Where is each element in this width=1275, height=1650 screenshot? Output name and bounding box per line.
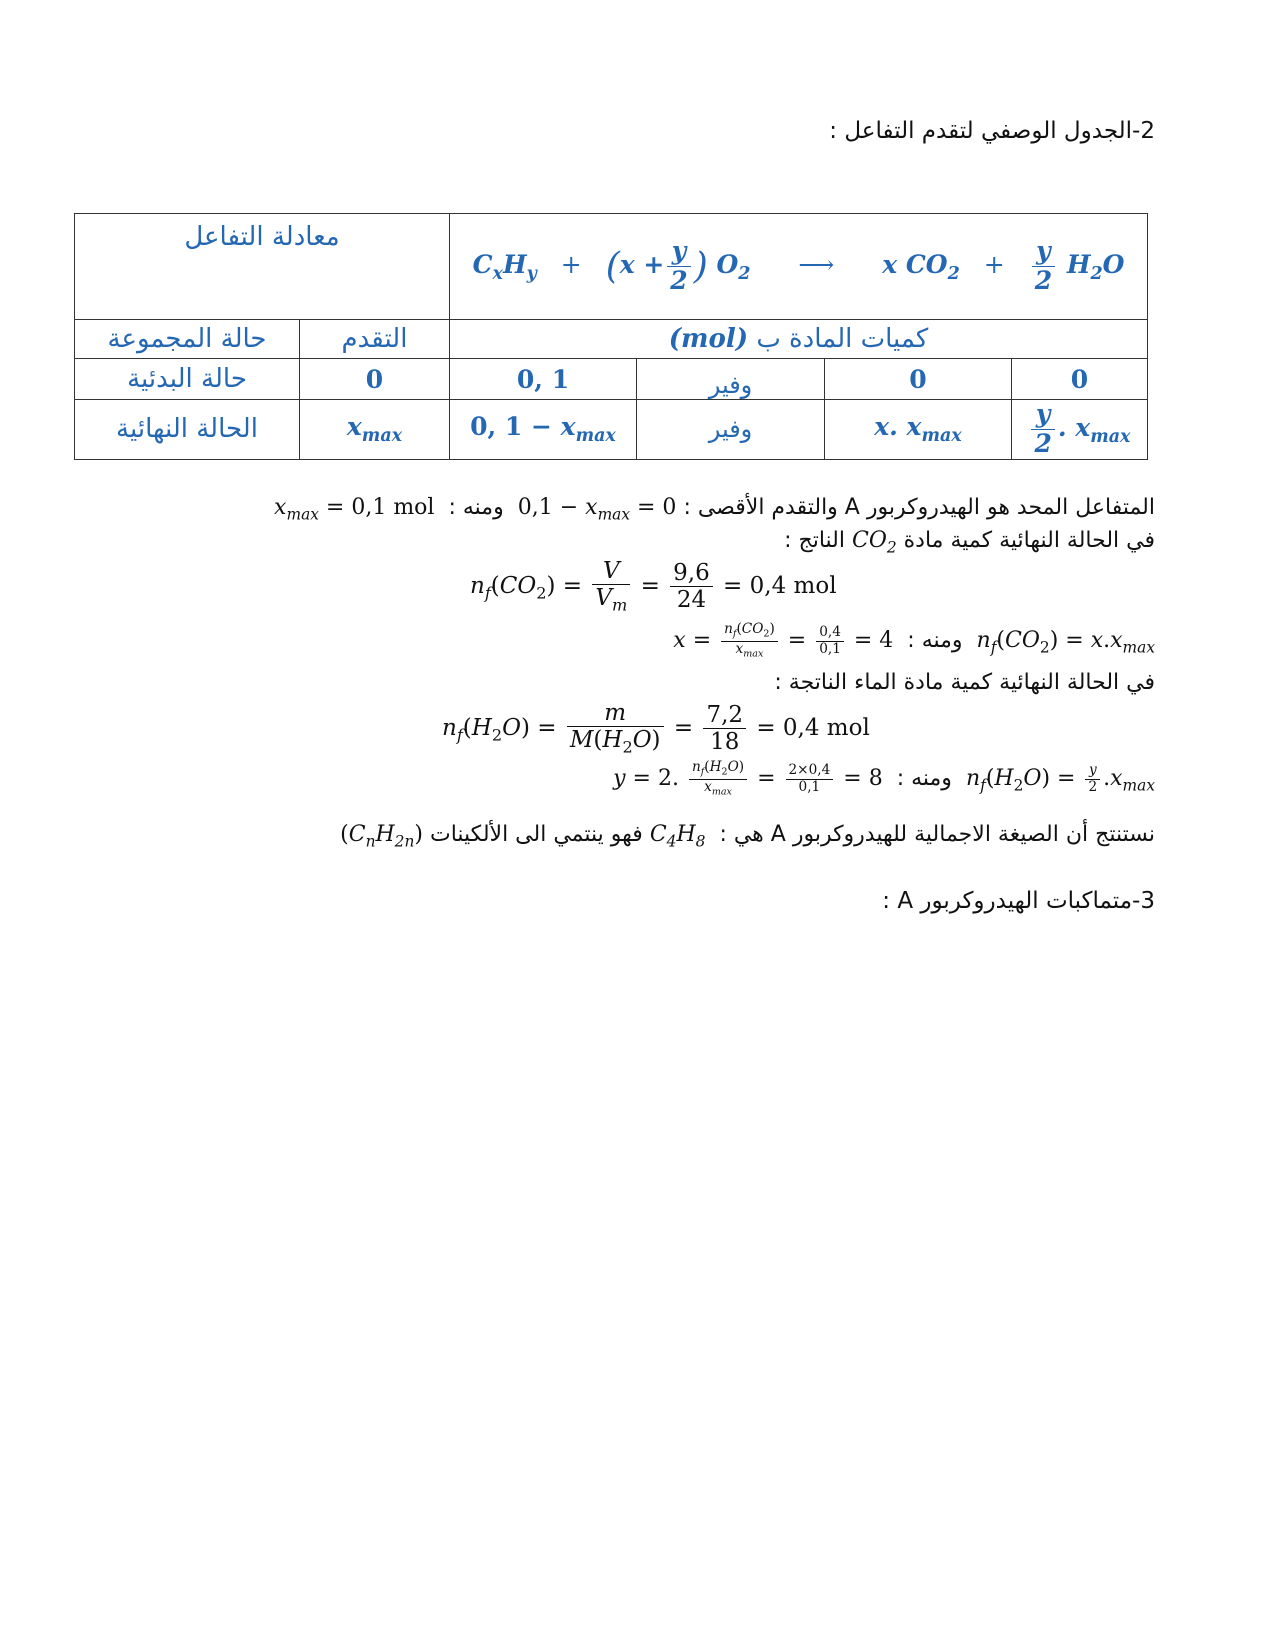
co2-intro-line: في الحالة النهائية كمية مادة $CO_2$ الناتج : — [784, 528, 1155, 557]
co2-calc-denominator: 24 — [676, 587, 707, 614]
final-hydrocarbon: 0, $1 - x_{max}$ — [450, 400, 637, 460]
conclusion-family: فهو ينتمي الى الألكينات — [429, 822, 643, 847]
equation-label: معادلة التفاعل — [75, 214, 450, 320]
h2o-result: 0,4 mol — [782, 714, 870, 741]
x-result: 4 — [879, 628, 894, 654]
water-amount-formula: $n_f(H_2O)$ = $\frac{m}{M(H_2O)}$ = $\frac{7,2}{18}$ = 0,4 mol — [442, 700, 870, 758]
y-calculation-line: $n_f(H_2O)$ = $\frac{y}{2}$ $.x_{max}$ ومنه : y = 2. $\frac{n_f(H_2O)}{x_{max}}$ = $\frac{2\times 0,4}{0,1}$ = 8 — [613, 759, 1155, 798]
final-h2o: $\frac{y}{2}$ . $x_{max}$ — [1012, 400, 1148, 460]
x-calc-numerator: 0,4 — [816, 625, 844, 642]
limiting-reactant-line: المتفاعل المحد هو الهيدروكربور A والتقدم الأقصى : $0,1 - x_{max} = 0$ ومنه : $x_{max} = 0,1$ mol — [274, 495, 1155, 524]
initial-oxygen: وفير — [637, 359, 825, 400]
quantities-header-text: كميات المادة ب — [756, 324, 929, 354]
h2o-calc-numerator: 7,2 — [703, 702, 746, 729]
quantities-header — [450, 320, 1148, 359]
equation-row — [75, 214, 1148, 320]
co2-result: 0,4 mol — [749, 572, 837, 599]
y-result: 8 — [868, 766, 883, 792]
co2-amount-formula: $n_f(CO_2)$ = $\frac{V}{V_m}$ = $\frac{9,6}{24}$ = 0,4 mol — [470, 558, 837, 616]
limiting-reactant-text: المتفاعل المحد هو الهيدروكربور A والتقدم الأقصى : — [683, 495, 1155, 520]
progress-header: التقدم — [300, 320, 450, 359]
x-calc-denominator: 0,1 — [819, 640, 841, 657]
final-progress: $x_{max}$ — [300, 400, 450, 460]
hence-text-1: ومنه : — [448, 495, 504, 520]
y-calc-denominator: 0,1 — [798, 778, 821, 795]
conclusion-line: نستنتج أن الصيغة الاجمالية للهيدروكربور A هي : $C_4H_8$ فهو ينتمي الى الألكينات $(C_nH_{2n})$ — [340, 822, 1155, 851]
quantities-unit: (mol) — [668, 324, 749, 354]
final-co2: x. $x_{max}$ — [825, 400, 1012, 460]
section-3-title: 3-متماكبات الهيدروكربور A : — [882, 888, 1155, 914]
water-intro-line: في الحالة النهائية كمية مادة الماء الناتجة : — [774, 670, 1155, 695]
initial-co2: 0 — [825, 359, 1012, 400]
initial-progress: 0 — [300, 359, 450, 400]
reaction-equation: $C_xH_y + (x$ + $\frac{y}{2}$ ) $O_2$ ⟶ x $CO_2$ + $\frac{y}{2}$ $H_2O$ — [450, 214, 1148, 320]
final-state-label: الحالة النهائية — [75, 400, 300, 460]
co2-intro-text: في الحالة النهائية كمية مادة — [903, 528, 1155, 553]
co2-product-text: الناتج : — [784, 528, 845, 553]
y-calc-numerator: 2×0,4 — [786, 763, 834, 780]
initial-state-label: حالة البدئية — [75, 359, 300, 400]
xmax-value: 0,1 mol — [351, 495, 435, 520]
hence-text-3: ومنه : — [896, 766, 952, 792]
h2o-calc-denominator: 18 — [710, 729, 740, 756]
co2-calc-numerator: 9,6 — [670, 560, 713, 587]
state-header: حالة المجموعة — [75, 320, 300, 359]
x-calculation-line: $n_f(CO_2) = x.x_{max}$ ومنه : x = $\frac{n_f(CO_2)}{x_{max}}$ = $\frac{0,4}{0,1}$ = 4 — [673, 621, 1155, 660]
final-state-row — [75, 400, 1148, 460]
initial-h2o: 0 — [1012, 359, 1148, 400]
final-oxygen: وفير — [637, 400, 825, 460]
initial-hydrocarbon: 0, 1 — [450, 359, 637, 400]
section-2-title: 2-الجدول الوصفي لتقدم التفاعل : — [829, 118, 1155, 144]
initial-state-row — [75, 359, 1148, 400]
header-row — [75, 320, 1148, 359]
hence-text-2: ومنه : — [907, 628, 963, 654]
conclusion-text: نستنتج أن الصيغة الاجمالية للهيدروكربور A هي : — [719, 822, 1155, 847]
advancement-table — [74, 213, 1148, 460]
